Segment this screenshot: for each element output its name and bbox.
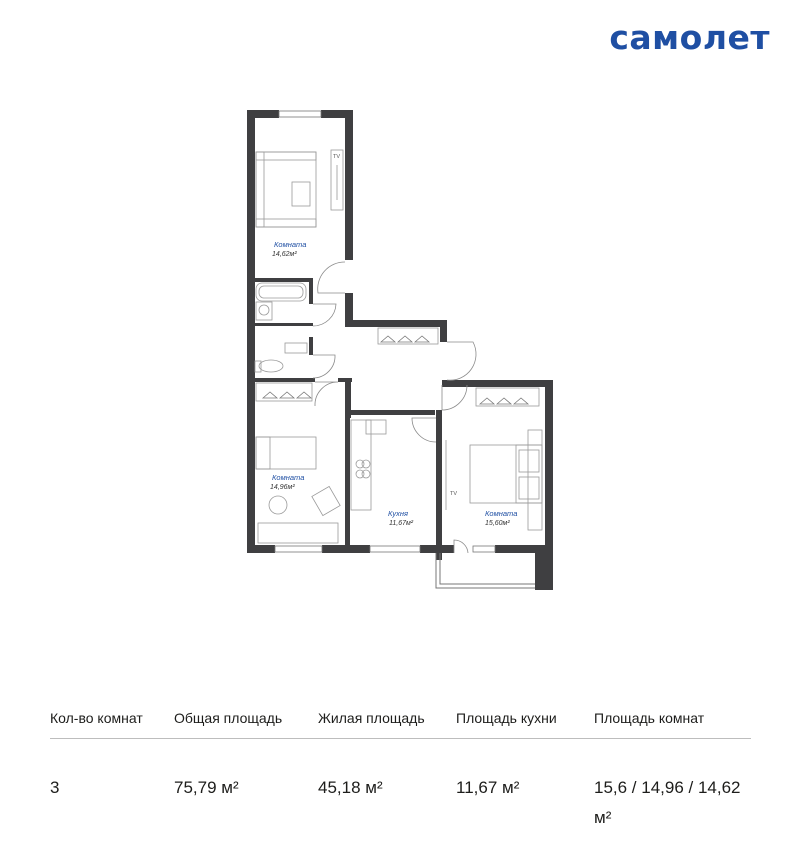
balcony xyxy=(436,553,535,588)
room-label-bedroom-3: Комната xyxy=(485,509,518,518)
header-living-area: Жилая площадь xyxy=(318,710,425,726)
value-rooms-area: 15,6 / 14,96 / 14,62 м² xyxy=(594,778,741,827)
tv-label-2: TV xyxy=(450,491,458,497)
header-rooms-count: Кол-во комнат xyxy=(50,710,143,726)
room-label-bedroom-1: Комната xyxy=(274,240,307,249)
apartment-stats xyxy=(50,700,751,839)
room-area-bedroom-2: 14,96м² xyxy=(270,484,295,491)
room-area-bedroom-1: 14,62м² xyxy=(272,251,297,258)
header-total-area: Общая площадь xyxy=(174,710,283,726)
tv-label-1: TV xyxy=(333,154,341,160)
room-label-kitchen: Кухня xyxy=(388,509,408,518)
room-area-kitchen: 11,67м² xyxy=(389,520,414,527)
samolet-logo: самолет xyxy=(609,18,770,57)
value-rooms-count: 3 xyxy=(50,778,60,797)
header-rooms-area: Площадь комнат xyxy=(594,710,705,726)
room-area-bedroom-3: 15,60м² xyxy=(485,520,510,527)
value-living-area: 45,18 м² xyxy=(318,778,383,797)
header-kitchen-area: Площадь кухни xyxy=(456,710,557,726)
stats-header-row xyxy=(50,700,751,739)
value-total-area: 75,79 м² xyxy=(174,778,239,797)
value-kitchen-area: 11,67 м² xyxy=(456,778,520,797)
room-label-bedroom-2: Комната xyxy=(272,473,305,482)
stats-values-row xyxy=(50,739,751,839)
